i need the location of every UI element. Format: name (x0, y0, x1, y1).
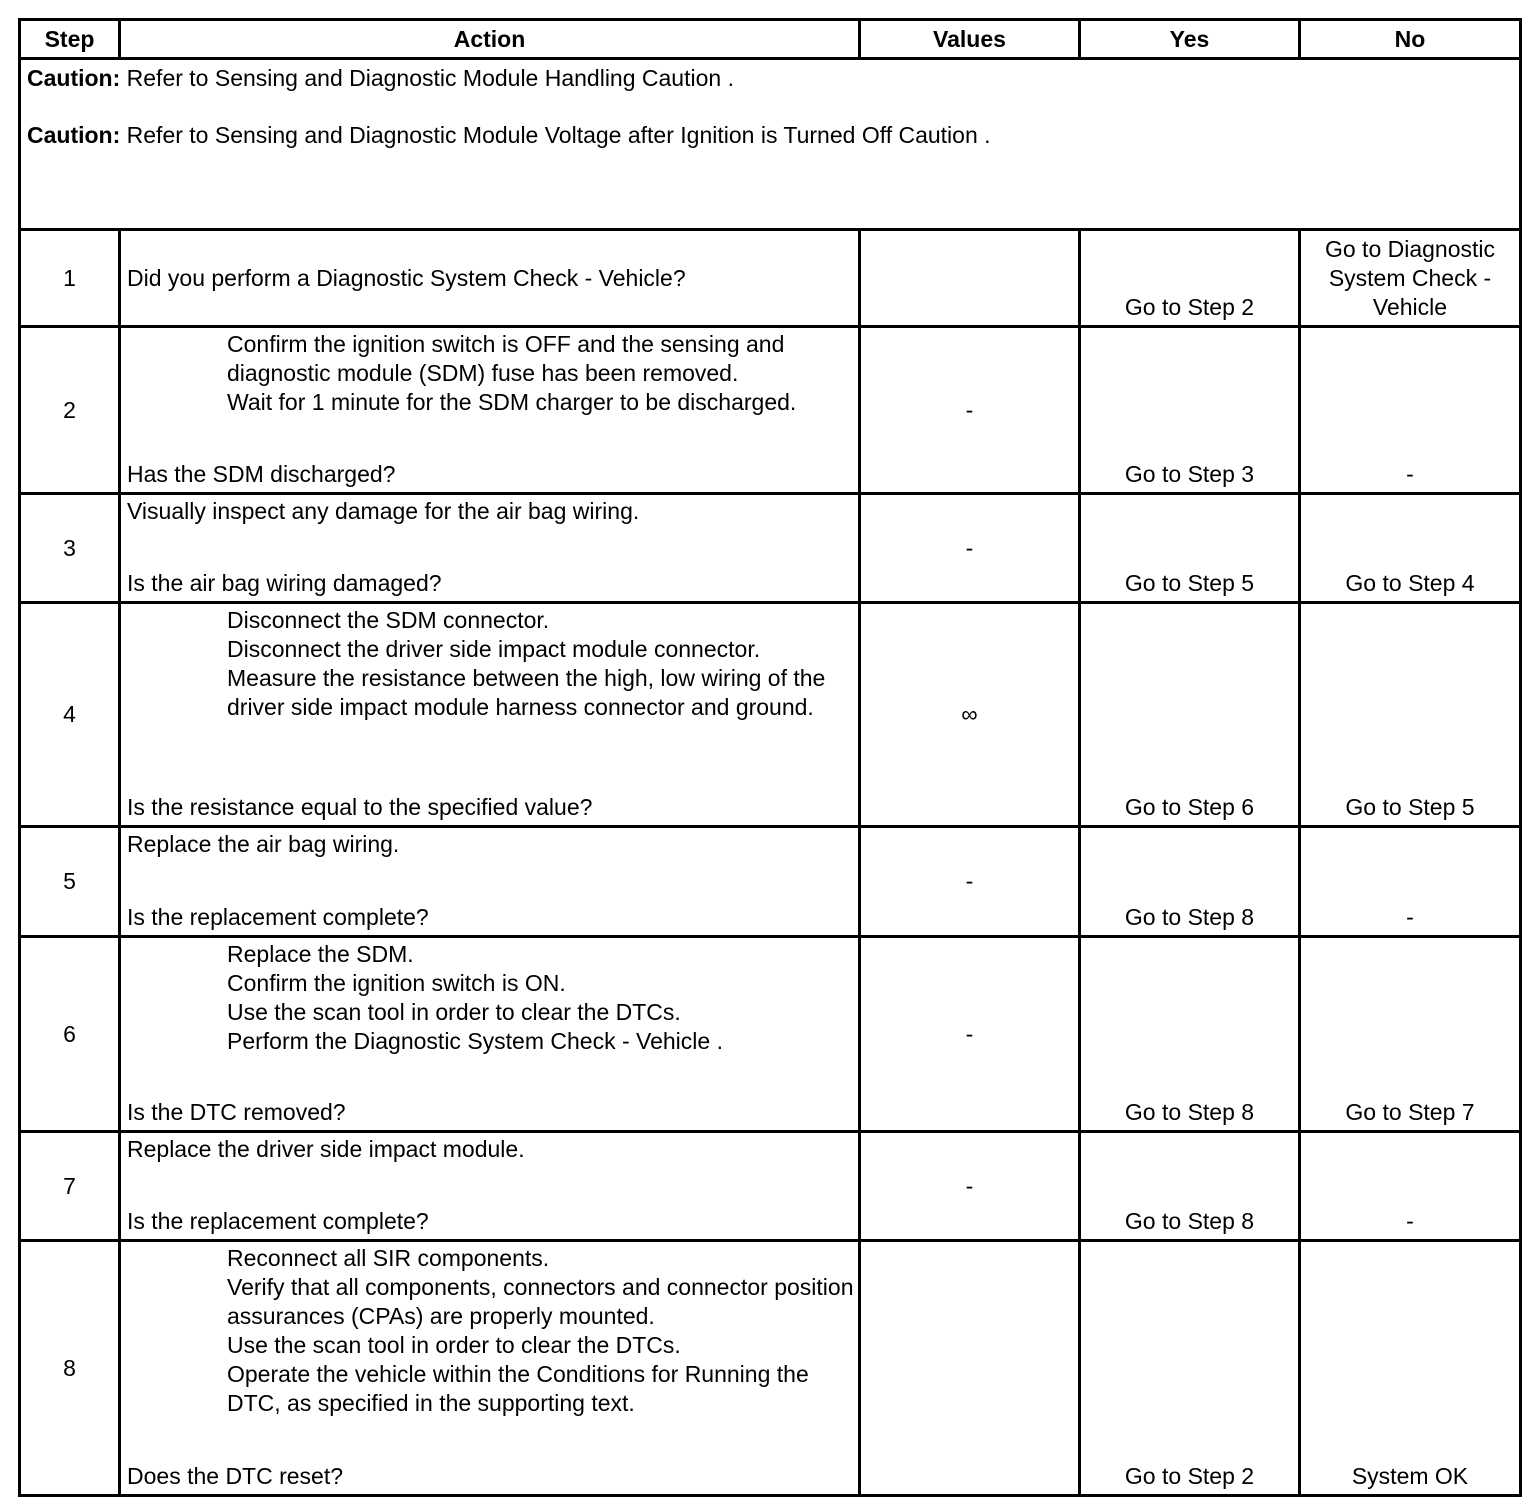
action-cell (120, 937, 860, 1132)
action-question: Has the SDM discharged? (127, 461, 396, 487)
value-cell (860, 1241, 1080, 1496)
header-action: Action (120, 20, 860, 59)
diagnostic-table (18, 18, 1522, 1497)
yes-cell: Go to Step 8 (1080, 827, 1300, 937)
yes-cell: Go to Step 2 (1080, 230, 1300, 327)
value-cell: - (860, 494, 1080, 603)
action-question: Does the DTC reset? (127, 1463, 344, 1489)
instruction: Wait for 1 minute for the SDM charger to be discharged. (227, 389, 797, 415)
action-question: Is the DTC removed? (127, 1099, 346, 1125)
table-row (20, 494, 1521, 603)
step-number: 1 (20, 230, 120, 327)
step-number: 4 (20, 603, 120, 827)
caution-text: Refer to Sensing and Diagnostic Module Handling Caution . (120, 65, 734, 91)
table-row (20, 603, 1521, 827)
instruction-list (127, 940, 858, 1056)
action-cell (120, 603, 860, 827)
step-number: 5 (20, 827, 120, 937)
table-row (20, 327, 1521, 494)
no-cell: Go to Step 5 (1300, 603, 1521, 827)
table-row (20, 1132, 1521, 1241)
value-cell: - (860, 827, 1080, 937)
action-question: Is the replacement complete? (127, 904, 429, 930)
action-cell (120, 1132, 860, 1241)
instruction: Confirm the ignition switch is ON. (227, 970, 566, 996)
action-question: Did you perform a Diagnostic System Check - Vehicle? (120, 230, 860, 327)
yes-cell: Go to Step 2 (1080, 1241, 1300, 1496)
instruction: Verify that all components, connectors and connector position assurances (CPAs) are properly mounted. (227, 1274, 854, 1329)
caution-label: Caution: (27, 65, 121, 91)
instruction: Operate the vehicle within the Conditions for Running the DTC, as specified in the supporting text. (227, 1361, 809, 1416)
action-cell (120, 827, 860, 937)
no-cell: Go to Diagnostic System Check - Vehicle (1300, 230, 1521, 327)
no-cell: - (1300, 327, 1521, 494)
value-cell (860, 230, 1080, 327)
no-cell: Go to Step 4 (1300, 494, 1521, 603)
no-cell: Go to Step 7 (1300, 937, 1521, 1132)
instruction: Disconnect the SDM connector. (227, 607, 550, 633)
no-cell: System OK (1300, 1241, 1521, 1496)
step-number: 6 (20, 937, 120, 1132)
action-question: Is the resistance equal to the specified value? (127, 794, 593, 820)
header-yes: Yes (1080, 20, 1300, 59)
action-question: Is the air bag wiring damaged? (127, 570, 442, 596)
table-row (20, 230, 1521, 327)
value-cell: - (860, 937, 1080, 1132)
caution-1 (27, 64, 1513, 93)
step-number: 2 (20, 327, 120, 494)
header-row (20, 20, 1521, 59)
instruction-list (127, 330, 858, 417)
caution-cell (20, 59, 1521, 230)
yes-cell: Go to Step 8 (1080, 1132, 1300, 1241)
instruction: Confirm the ignition switch is OFF and the sensing and diagnostic module (SDM) fuse has been removed. (227, 331, 785, 386)
header-values: Values (860, 20, 1080, 59)
table-row (20, 1241, 1521, 1496)
action-lead: Visually inspect any damage for the air bag wiring. (127, 498, 640, 524)
action-cell (120, 327, 860, 494)
caution-label: Caution: (27, 122, 121, 148)
caution-text: Refer to Sensing and Diagnostic Module Voltage after Ignition is Turned Off Caution . (120, 122, 991, 148)
header-no: No (1300, 20, 1521, 59)
no-cell: - (1300, 1132, 1521, 1241)
instruction-list (127, 1244, 858, 1418)
instruction: Replace the SDM. (227, 941, 414, 967)
instruction: Use the scan tool in order to clear the DTCs. (227, 999, 681, 1025)
value-cell: ∞ (860, 603, 1080, 827)
value-cell: - (860, 1132, 1080, 1241)
yes-cell: Go to Step 8 (1080, 937, 1300, 1132)
value-cell: - (860, 327, 1080, 494)
action-lead: Replace the driver side impact module. (127, 1136, 525, 1162)
table-row (20, 827, 1521, 937)
yes-cell: Go to Step 5 (1080, 494, 1300, 603)
step-number: 7 (20, 1132, 120, 1241)
action-cell (120, 1241, 860, 1496)
action-question: Is the replacement complete? (127, 1208, 429, 1234)
yes-cell: Go to Step 3 (1080, 327, 1300, 494)
instruction: Disconnect the driver side impact module connector. (227, 636, 761, 662)
instruction: Perform the Diagnostic System Check - Vehicle . (227, 1028, 723, 1054)
action-lead: Replace the air bag wiring. (127, 831, 400, 857)
no-cell: - (1300, 827, 1521, 937)
table-row (20, 937, 1521, 1132)
caution-row (20, 59, 1521, 230)
yes-cell: Go to Step 6 (1080, 603, 1300, 827)
instruction: Measure the resistance between the high, low wiring of the driver side impact module harness connector and ground. (227, 665, 826, 720)
instruction: Reconnect all SIR components. (227, 1245, 550, 1271)
caution-2 (27, 121, 1513, 150)
step-number: 3 (20, 494, 120, 603)
instruction-list (127, 606, 858, 722)
instruction: Use the scan tool in order to clear the DTCs. (227, 1332, 681, 1358)
action-cell (120, 494, 860, 603)
step-number: 8 (20, 1241, 120, 1496)
header-step: Step (20, 20, 120, 59)
